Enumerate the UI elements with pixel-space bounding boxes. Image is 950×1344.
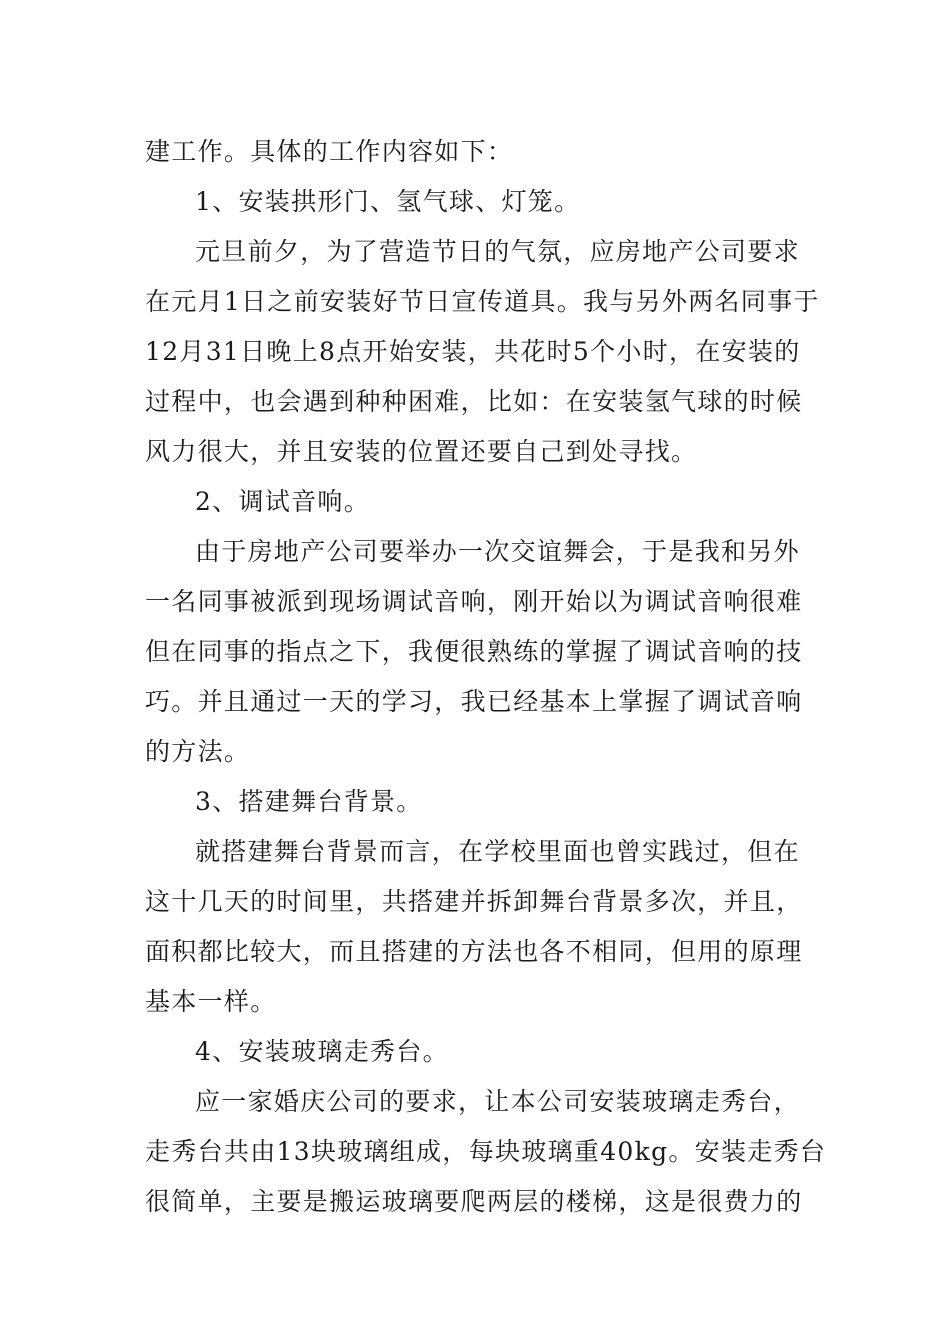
text-line: 在元月1日之前安装好节日宣传道具。我与另外两名同事于 xyxy=(145,287,820,316)
section-heading: 4、安装玻璃走秀台。 xyxy=(195,1037,449,1066)
section-heading: 2、调试音响。 xyxy=(195,487,371,516)
text-line: 元旦前夕，为了营造节日的气氛，应房地产公司要求 xyxy=(195,237,800,266)
text-line: 走秀台共由13块玻璃组成，每块玻璃重40kg。安装走秀台 xyxy=(145,1137,827,1166)
text-line: 就搭建舞台背景而言，在学校里面也曾实践过，但在 xyxy=(195,837,800,866)
text-line: 一名同事被派到现场调试音响，刚开始以为调试音响很难 xyxy=(145,587,803,616)
text-line: 面积都比较大，而且搭建的方法也各不相同，但用的原理 xyxy=(145,937,803,966)
text-line: 巧。并且通过一天的学习，我已经基本上掌握了调试音响 xyxy=(145,687,803,716)
text-line: 很简单，主要是搬运玻璃要爬两层的楼梯，这是很费力的 xyxy=(145,1187,803,1216)
text-line: 由于房地产公司要举办一次交谊舞会，于是我和另外 xyxy=(195,537,800,566)
text-line: 建工作。具体的工作内容如下： xyxy=(145,137,514,166)
text-line: 基本一样。 xyxy=(145,987,277,1016)
text-line: 过程中，也会遇到种种困难，比如：在安装氢气球的时候 xyxy=(145,387,803,416)
section-heading: 1、安装拱形门、氢气球、灯笼。 xyxy=(195,187,581,216)
text-line: 这十几天的时间里，共搭建并拆卸舞台背景多次，并且， xyxy=(145,887,803,916)
text-line: 的方法。 xyxy=(145,737,251,766)
text-line: 12月31日晚上8点开始安装，共花时5个小时，在安装的 xyxy=(145,337,801,366)
text-line: 应一家婚庆公司的要求，让本公司安装玻璃走秀台， xyxy=(195,1087,800,1116)
section-heading: 3、搭建舞台背景。 xyxy=(195,787,423,816)
text-line: 但在同事的指点之下，我便很熟练的掌握了调试音响的技 xyxy=(145,637,803,666)
text-line: 风力很大，并且安装的位置还要自己到处寻找。 xyxy=(145,437,698,466)
